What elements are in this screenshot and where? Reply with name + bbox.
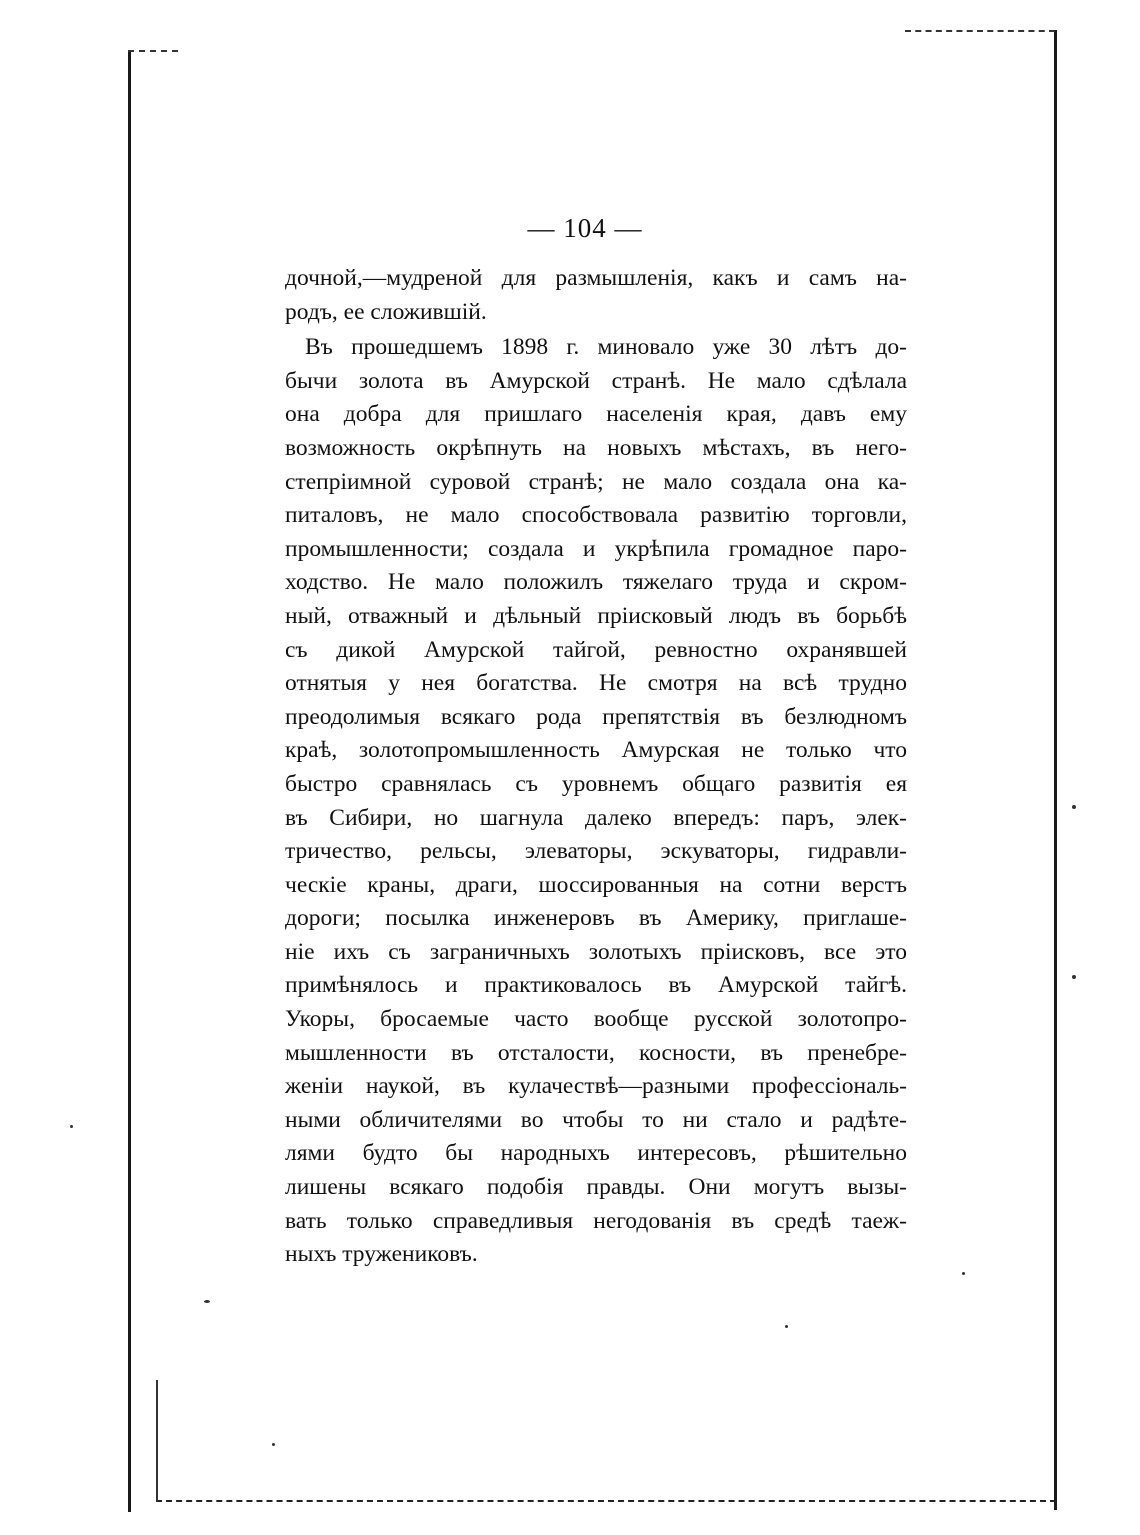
scan-speck (1072, 805, 1076, 809)
text-line: лями будто бы народныхъ интересовъ, рѣшительно (285, 1140, 907, 1167)
frame-top-right-rule (905, 30, 1055, 32)
text-line: бычи золота въ Амурской странѣ. Не мало сдѣлала (285, 367, 907, 394)
text-line: отнятыя у нея богатства. Не смотря на всѣ трудно (285, 670, 907, 697)
text-line: съ дикой Амурской тайгой, ревностно охранявшей (285, 636, 907, 663)
frame-bottom-left-rule (156, 1380, 158, 1502)
text-line: быстро сравнялась съ уровнемъ общаго развитія ея (285, 770, 907, 797)
text-line: ходство. Не мало положилъ тяжелаго труда и скром- (285, 569, 907, 596)
text-line: ными обличителями во чтобы то ни стало и радѣте- (285, 1106, 907, 1133)
text-line: краѣ, золотопромышленность Амурская не только что (285, 737, 907, 764)
frame-bottom-rule (156, 1500, 1056, 1502)
text-line: Укоры, бросаемые часто вообще русской золотопро- (285, 1006, 907, 1033)
text-line: ныхъ тружениковъ. (285, 1241, 478, 1268)
text-line: родъ, ее сложившій. (285, 298, 487, 325)
frame-right-rule (1054, 30, 1057, 1510)
text-line: примѣнялось и практиковалось въ Амурской тайгѣ. (285, 972, 907, 999)
text-line: мышленности въ отсталости, косности, въ пренебре- (285, 1039, 907, 1066)
text-line: дочной,—мудреной для размышленія, какъ и самъ на- (285, 265, 907, 291)
frame-top-left-rule (128, 50, 178, 52)
frame-left-rule (128, 50, 131, 1512)
scan-speck (785, 1325, 788, 1328)
text-line: лишены всякаго подобія правды. Они могутъ вызы- (285, 1174, 907, 1201)
text-line: ніе ихъ съ заграничныхъ золотыхъ пріисковъ, все это (285, 938, 907, 965)
text-line: она добра для пришлаго населенія края, давъ ему (285, 401, 907, 428)
scan-speck (272, 1443, 275, 1446)
text-line: преодолимыя всякаго рода препятствія въ безлюдномъ (285, 703, 907, 730)
scan-speck (204, 1300, 210, 1303)
text-line: вать только справедливыя негодованія въ средѣ таеж- (285, 1207, 907, 1234)
text-line: ческіе краны, драги, шоссированныя на сотни верстъ (285, 871, 907, 898)
text-line: степріимной суровой странѣ; не мало создала она ка- (285, 468, 907, 495)
text-line: женіи наукой, въ кулачествѣ—разными профессіональ- (285, 1073, 907, 1100)
text-line: ный, отважный и дѣльный пріисковый людъ въ борьбѣ (285, 602, 907, 629)
scan-speck (962, 1272, 965, 1275)
scan-speck (70, 1125, 73, 1128)
text-line: тричество, рельсы, элеваторы, эскуваторы, гидравли- (285, 838, 907, 865)
text-line: Въ прошедшемъ 1898 г. миновало уже 30 лѣтъ до- (305, 334, 907, 361)
body-text (285, 262, 907, 1272)
text-line: возможность окрѣпнуть на новыхъ мѣстахъ, въ него- (285, 434, 907, 461)
text-line: промышленности; создала и укрѣпила громадное паро- (285, 535, 907, 562)
text-line: въ Сибири, но шагнула далеко впередъ: паръ, элек- (285, 804, 907, 831)
scan-speck (1072, 975, 1076, 979)
text-line: питаловъ, не мало способствовала развитію торговли, (285, 502, 907, 529)
text-line: дороги; посылка инженеровъ въ Америку, приглаше- (285, 905, 907, 932)
page-number: — 104 — (527, 213, 643, 243)
